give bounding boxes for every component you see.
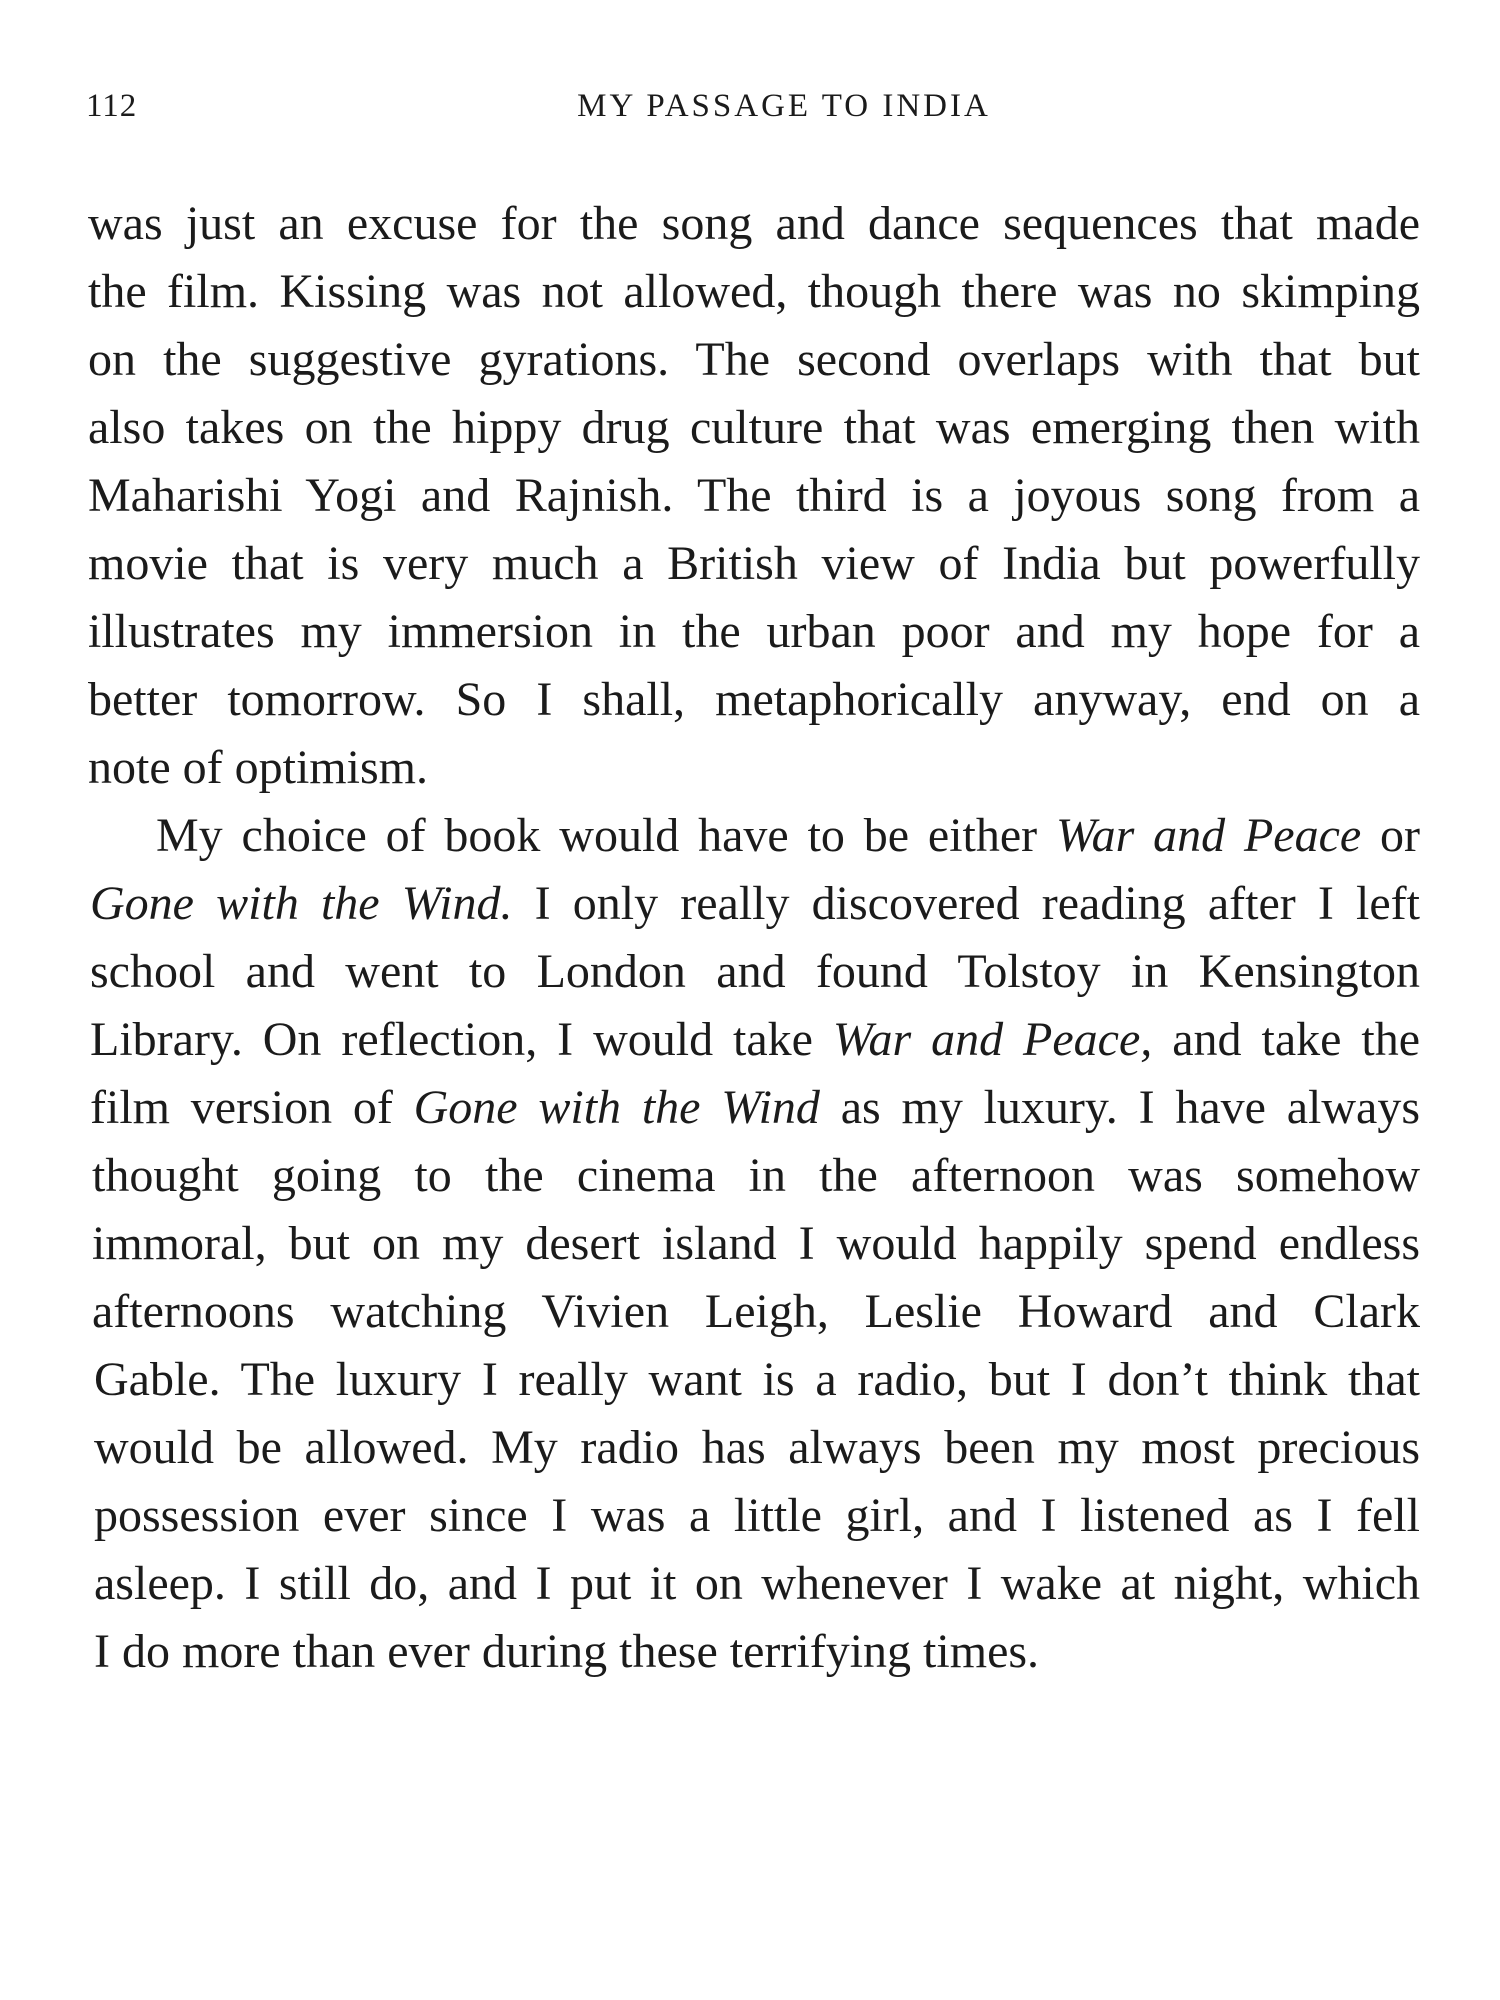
text-line [88,1414,1420,1482]
running-head [86,88,1422,138]
text-segment: movie that is very much a British view of India but powerfully [88,537,1420,590]
text-segment: afternoons watching Vivien Leigh, Leslie Howard and Clark [92,1285,1420,1338]
text-segment: thought going to the cinema in the afternoon was somehow [92,1149,1420,1202]
text-line [88,1210,1420,1278]
text-line [88,1346,1420,1414]
text-segment: and take the [1152,1013,1420,1066]
text-line [88,1550,1420,1618]
text-line [88,326,1420,394]
book-title-italic: Gone with the Wind. [90,877,513,930]
running-title: MY PASSAGE TO INDIA [577,88,991,124]
text-segment: possession ever since I was a little girl, and I listened as I fell [94,1489,1420,1542]
text-line [88,598,1420,666]
text-segment: also takes on the hippy drug culture that was emerging then with [88,401,1420,454]
text-line [88,1618,1420,1686]
text-line [88,394,1420,462]
text-segment: immoral, but on my desert island I would happily spend endless [92,1217,1420,1270]
text-line [88,802,1420,870]
text-line [88,462,1420,530]
text-segment: school and went to London and found Tolstoy in Kensington [90,945,1420,998]
text-segment: Maharishi Yogi and Rajnish. The third is a joyous song from a [88,469,1420,522]
text-segment: note of optimism. [88,741,428,794]
text-segment: illustrates my immersion in the urban poor and my hope for a [88,605,1420,658]
text-segment: better tomorrow. So I shall, metaphorically anyway, end on a [88,673,1420,726]
text-segment: was just an excuse for the song and dance sequences that made [88,197,1420,250]
text-line [88,666,1420,734]
text-line [88,1142,1420,1210]
text-segment: film version of [90,1081,414,1134]
text-line [88,938,1420,1006]
text-segment: I do more than ever during these terrifying times. [94,1625,1040,1678]
text-line [88,190,1420,258]
page-number: 112 [86,88,138,124]
text-segment: would be allowed. My radio has always been my most precious [94,1421,1420,1474]
body-text [88,190,1420,1686]
text-line [88,1006,1420,1074]
text-segment: the film. Kissing was not allowed, though there was no skimping [88,265,1420,318]
text-segment: Gable. The luxury I really want is a radio, but I don’t think that [94,1353,1420,1406]
text-line [88,870,1420,938]
text-segment: Library. On reflection, I would take [90,1013,833,1066]
text-line [88,734,1420,802]
text-line [88,530,1420,598]
text-line [88,1482,1420,1550]
text-segment: I only really discovered reading after I left [512,877,1421,930]
text-line [88,1278,1420,1346]
book-title-italic: Gone with the Wind [413,1081,820,1134]
text-segment: or [1361,809,1420,862]
book-title-italic: War and Peace, [832,1013,1153,1066]
text-segment: My choice of book would have to be either [156,809,1056,862]
text-line [88,258,1420,326]
text-segment: on the suggestive gyrations. The second overlaps with that but [88,333,1420,386]
text-segment: asleep. I still do, and I put it on whenever I wake at night, which [94,1557,1420,1610]
book-title-italic: War and Peace [1056,809,1362,862]
text-line [88,1074,1420,1142]
text-segment: as my luxury. I have always [819,1081,1421,1134]
